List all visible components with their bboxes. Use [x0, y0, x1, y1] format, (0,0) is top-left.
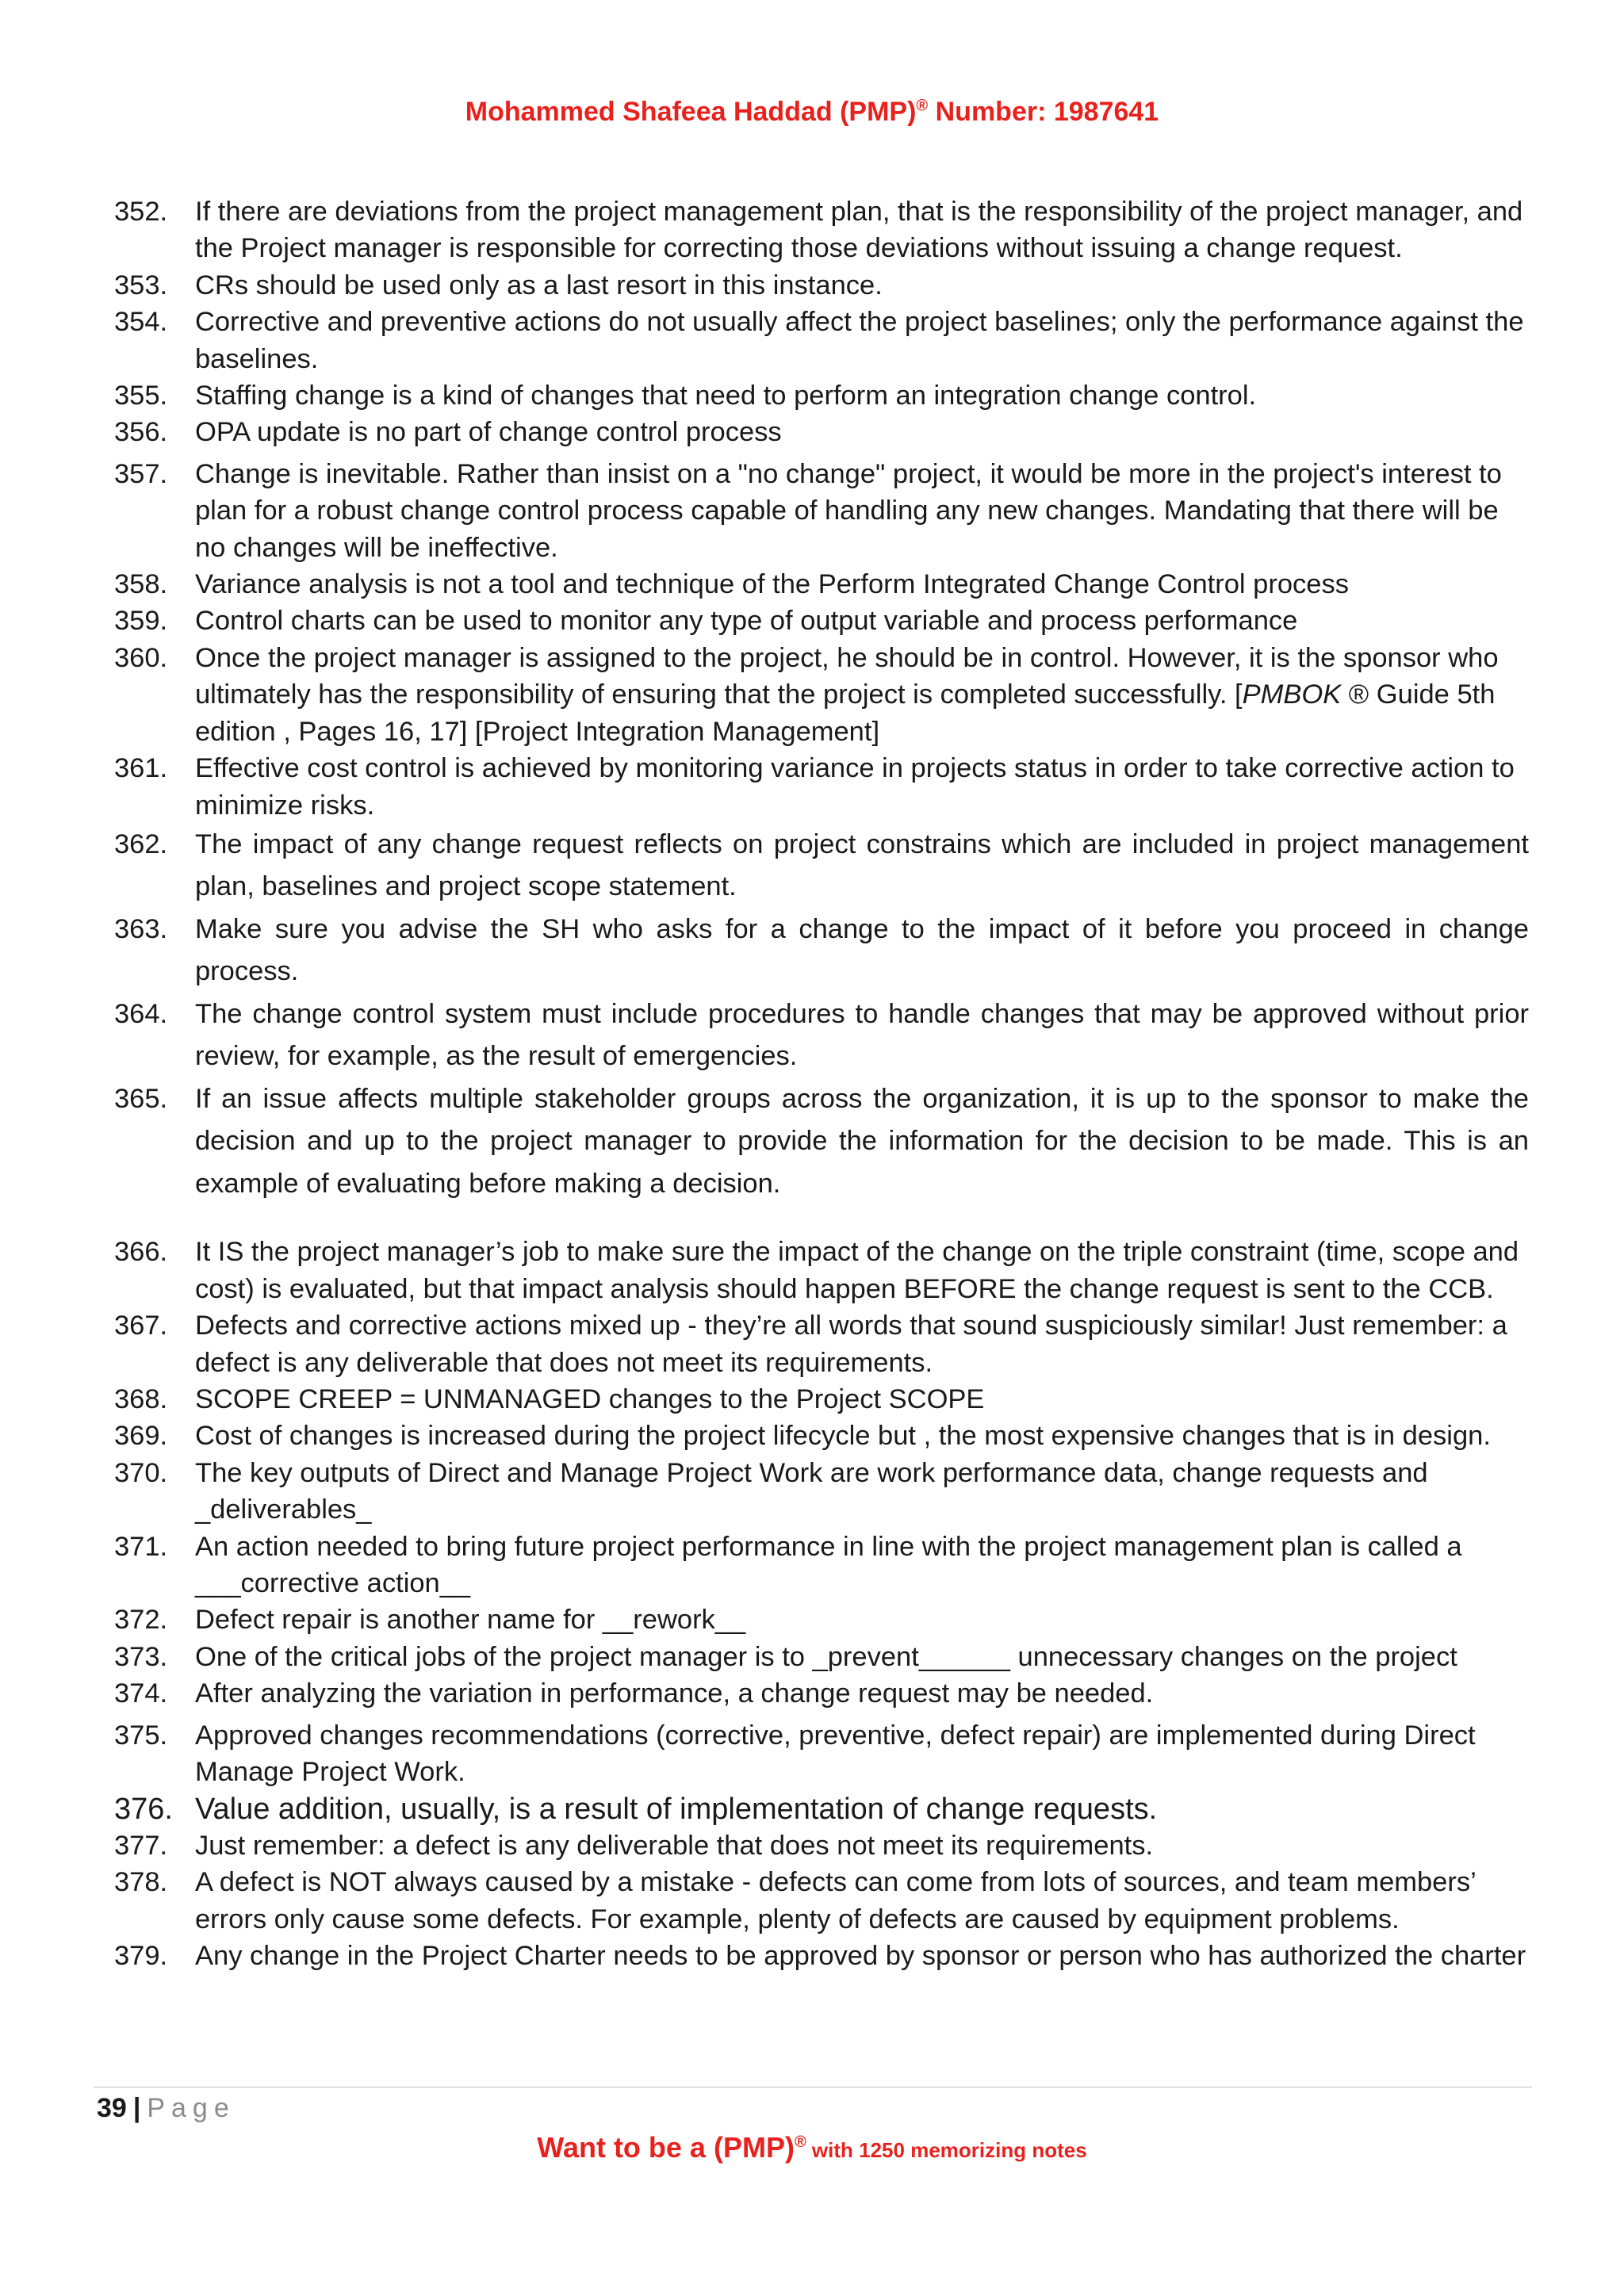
note-text: If an issue affects multiple stakeholder groups across the organization, it is up to the sponsor to make the decision and up to the project manager to provide the information for the decision to be made. This is an example of evaluating before making a decision.: [195, 1083, 1529, 1199]
note-item: [114, 1864, 1529, 1938]
note-number: 355.: [114, 381, 168, 411]
note-text: The key outputs of Direct and Manage Project Work are work performance data, change requests and _deliverables_: [195, 1457, 1428, 1525]
note-text: One of the critical jobs of the project manager is to _prevent______ unnecessary changes on the project: [195, 1641, 1457, 1672]
note-item: [114, 603, 1529, 639]
note-number: 374.: [114, 1678, 168, 1709]
note-number: 368.: [114, 1384, 168, 1415]
note-item: [114, 1078, 1529, 1206]
note-text: Corrective and preventive actions do not usually affect the project baselines; only the performance against the baselines.: [195, 307, 1524, 374]
notes-list: [114, 193, 1529, 1975]
page-number-footer: [97, 2093, 236, 2124]
note-item: [114, 1529, 1529, 1602]
note-item: [114, 1455, 1529, 1529]
note-number: 358.: [114, 569, 168, 600]
note-item: [114, 414, 1529, 450]
note-number: 359.: [114, 606, 168, 637]
note-item: [114, 640, 1529, 750]
note-text: The impact of any change request reflects on project constrains which are included in project management plan, baselines and project scope statement.: [195, 828, 1529, 902]
note-item: [114, 456, 1529, 566]
registered-mark: ®: [916, 97, 929, 115]
note-item: [114, 909, 1529, 993]
note-item: [114, 566, 1529, 603]
note-item: [114, 1639, 1529, 1675]
note-text: If there are deviations from the project management plan, that is the responsibility of the project manager, and the Project manager is responsible for correcting those deviations without issuing a change request.: [195, 197, 1523, 264]
note-text-start: Once the project manager is assigned to the project, he should be in control. However, it is the sponsor who ultimately has the responsibility of ensuring that the project is completed successfully. [: [195, 642, 1499, 710]
note-text: Defect repair is another name for __rework__: [195, 1605, 746, 1636]
note-number: 352.: [114, 197, 168, 227]
note-number: 363.: [114, 913, 168, 944]
note-number: 353.: [114, 270, 168, 300]
note-text: Approved changes recommendations (corrective, preventive, defect repair) are implemented during Direct Manage Project Work.: [195, 1720, 1476, 1788]
note-number: 378.: [114, 1867, 168, 1898]
note-number: 362.: [114, 828, 168, 859]
note-number: 366.: [114, 1237, 168, 1268]
note-text: Change is inevitable. Rather than insist on a "no change" project, it would be more in the project's interest to plan for a robust change control process capable of handling any new changes. Mandating that there will be no changes will be ineffective.: [195, 458, 1502, 563]
note-text: It IS the project manager’s job to make sure the impact of the change on the triple constraint (time, scope and cost) is evaluated, but that impact analysis should happen BEFORE the change request is sent to the CCB.: [195, 1237, 1519, 1304]
note-item: [114, 377, 1529, 414]
note-item: [114, 993, 1529, 1078]
note-text: Control charts can be used to monitor any type of output variable and process performance: [195, 606, 1298, 637]
note-item: [114, 1938, 1529, 1974]
note-text: SCOPE CREEP = UNMANAGED changes to the Project SCOPE: [195, 1384, 985, 1415]
note-number: 367.: [114, 1311, 168, 1341]
footer-registered-mark: ®: [794, 2133, 806, 2151]
note-number: 365.: [114, 1083, 168, 1114]
note-item: [114, 267, 1529, 304]
note-number: 354.: [114, 307, 168, 338]
note-item: [114, 304, 1529, 377]
note-text: Value addition, usually, is a result of implementation of change requests.: [195, 1792, 1158, 1826]
note-number: 356.: [114, 417, 168, 448]
note-number: 379.: [114, 1941, 168, 1972]
note-item: [114, 193, 1529, 267]
note-item: [114, 1827, 1529, 1864]
note-text: A defect is NOT always caused by a mistake - defects can come from lots of sources, and team members’ errors only cause some defects. For example, plenty of defects are caused by equipment problems.: [195, 1867, 1476, 1934]
note-text: Make sure you advise the SH who asks for a change to the impact of it before you proceed in change process.: [195, 913, 1529, 987]
note-item: [114, 1381, 1529, 1418]
note-text: Effective cost control is achieved by monitoring variance in projects status in order to take corrective action to minimize risks.: [195, 753, 1515, 821]
note-item: [114, 1418, 1529, 1454]
note-item: [114, 1791, 1529, 1827]
note-number: 360.: [114, 642, 168, 673]
note-number: 364.: [114, 998, 168, 1029]
page-word: Page: [147, 2093, 236, 2123]
note-number: 377.: [114, 1830, 168, 1861]
header-pmp-number: Number: 1987641: [928, 97, 1159, 127]
note-text: Just remember: a defect is any deliverable that does not meet its requirements.: [195, 1830, 1154, 1861]
footer-tagline: [0, 2131, 1624, 2164]
note-text: Any change in the Project Charter needs to be approved by sponsor or person who has authorized the charter: [195, 1941, 1526, 1972]
footer-text: Want to be a (PMP): [537, 2131, 795, 2164]
note-text-end: ® Guide 5th edition , Pages 16, 17] [Project Integration Management]: [195, 679, 1496, 747]
note-text: OPA update is no part of change control process: [195, 417, 782, 448]
page-number: 39: [97, 2093, 127, 2123]
note-text: The change control system must include procedures to handle changes that may be approved without prior review, for example, as the result of emergencies.: [195, 998, 1529, 1072]
note-number: 373.: [114, 1641, 168, 1672]
note-text: CRs should be used only as a last resort in this instance.: [195, 270, 883, 300]
note-number: 370.: [114, 1457, 168, 1488]
note-item: [114, 1601, 1529, 1638]
note-item: [114, 1307, 1529, 1381]
note-text: Staffing change is a kind of changes that need to perform an integration change control.: [195, 381, 1257, 411]
note-text: After analyzing the variation in performance, a change request may be needed.: [195, 1678, 1154, 1709]
note-text: Defects and corrective actions mixed up - they’re all words that sound suspiciously similar! Just remember: a defect is any deliverable that does not meet its requirements.: [195, 1311, 1507, 1378]
note-number: 361.: [114, 753, 168, 784]
note-item: [114, 750, 1529, 824]
footer-small-text: with 1250 memorizing notes: [806, 2138, 1087, 2162]
note-item: [114, 1675, 1529, 1712]
note-number: 357.: [114, 458, 168, 489]
note-number: 371.: [114, 1531, 168, 1562]
note-text: Cost of changes is increased during the project lifecycle but , the most expensive changes that is in design.: [195, 1421, 1491, 1452]
note-text: Variance analysis is not a tool and technique of the Perform Integrated Change Control process: [195, 569, 1349, 600]
note-number: 369.: [114, 1421, 168, 1452]
note-text-italic: PMBOK: [1242, 679, 1342, 710]
header-author: Mohammed Shafeea Haddad (PMP): [465, 97, 917, 127]
note-number: 376.: [114, 1792, 173, 1826]
page-separator: |: [132, 2093, 141, 2123]
note-text: An action needed to bring future project performance in line with the project management plan is called a ___corrective action__: [195, 1531, 1462, 1599]
note-item: [114, 1717, 1529, 1791]
note-number: 375.: [114, 1720, 168, 1751]
page-header-title: [0, 97, 1624, 128]
note-item: [114, 824, 1529, 909]
note-number: 372.: [114, 1605, 168, 1636]
note-item: [114, 1234, 1529, 1307]
